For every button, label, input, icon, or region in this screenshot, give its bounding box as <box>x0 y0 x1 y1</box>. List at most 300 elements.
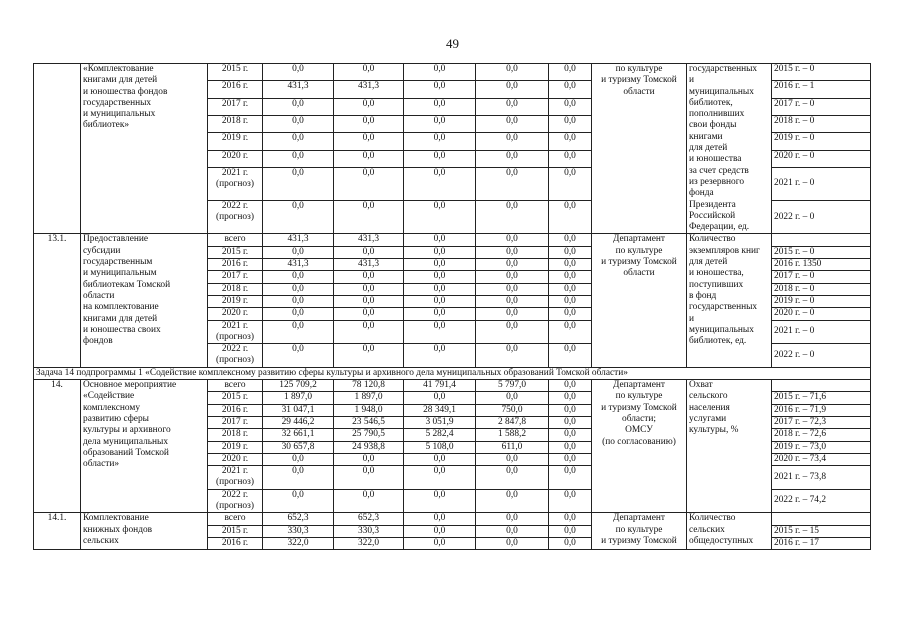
period-cell <box>208 295 263 307</box>
period-cell <box>208 525 263 537</box>
amount-cell: 0,0 <box>334 344 404 368</box>
period-label: 2022 г. <box>221 489 249 500</box>
amount-cell: 0,0 <box>549 283 592 295</box>
activity-name-line: и юношества своих <box>83 324 161 335</box>
period-cell <box>208 201 263 234</box>
executor-line: Департамент <box>613 513 665 524</box>
amount-cell: 0,0 <box>263 98 334 115</box>
amount-cell: 431,3 <box>263 81 334 98</box>
amount-cell: 431,3 <box>334 81 404 98</box>
period-note: (прогноз) <box>216 331 254 342</box>
amount-cell: 78 120,8 <box>334 380 404 392</box>
period-label: 2015 г. <box>221 392 249 403</box>
amount-cell: 0,0 <box>404 201 476 234</box>
indicator-line: свои фонды <box>689 120 737 131</box>
indicator-line: для детей <box>689 257 728 268</box>
amount-cell: 0,0 <box>549 295 592 307</box>
indicator-value: 2021 г. – 0 <box>772 167 871 200</box>
indicator-value: 2015 г. – 0 <box>772 64 871 81</box>
period-cell <box>208 115 263 132</box>
amount-cell: 1 897,0 <box>263 392 334 404</box>
activity-name-line: образований Томской <box>83 447 169 458</box>
indicator-line: фонда <box>689 188 714 199</box>
period-cell <box>208 246 263 258</box>
amount-cell: 0,0 <box>549 234 592 246</box>
period-label: 2020 г. <box>221 453 249 464</box>
amount-cell: 0,0 <box>263 489 334 513</box>
period-label: 2019 г. <box>221 133 249 144</box>
amount-cell: 0,0 <box>404 259 476 271</box>
period-label: 2017 г. <box>221 416 249 427</box>
amount-cell: 31 047,1 <box>263 404 334 416</box>
amount-cell: 0,0 <box>334 98 404 115</box>
period-cell <box>208 392 263 404</box>
amount-cell: 0,0 <box>549 404 592 416</box>
amount-cell: 0,0 <box>476 489 549 513</box>
page-number: 49 <box>446 36 459 51</box>
period-note: (прогноз) <box>216 355 254 366</box>
activity-name-line: на комплектование <box>83 302 159 313</box>
period-cell <box>208 308 263 320</box>
activity-name <box>81 513 208 550</box>
amount-cell: 1 948,0 <box>334 404 404 416</box>
item-number: 14.1. <box>34 513 81 550</box>
indicator-value: 2022 г. – 74,2 <box>772 489 871 513</box>
amount-cell: 0,0 <box>404 98 476 115</box>
amount-cell: 0,0 <box>334 466 404 490</box>
amount-cell: 0,0 <box>476 259 549 271</box>
amount-cell: 0,0 <box>334 489 404 513</box>
activity-name <box>81 64 208 234</box>
amount-cell: 0,0 <box>334 308 404 320</box>
amount-cell: 0,0 <box>476 466 549 490</box>
indicator-value: 2021 г. – 73,8 <box>772 466 871 490</box>
indicator-value: 2019 г. – 73,0 <box>772 441 871 453</box>
amount-cell: 431,3 <box>334 234 404 246</box>
activity-name-line: государственных <box>83 97 152 108</box>
period-note: (прогноз) <box>216 500 254 511</box>
amount-cell: 0,0 <box>404 81 476 98</box>
item-number: 14. <box>34 380 81 513</box>
executor-line: области <box>623 86 655 97</box>
amount-cell: 0,0 <box>334 283 404 295</box>
indicator-value: 2019 г. – 0 <box>772 133 871 150</box>
amount-cell: 0,0 <box>404 234 476 246</box>
amount-cell: 0,0 <box>263 344 334 368</box>
period-label: 2022 г. <box>221 344 249 355</box>
executor-line: и туризму Томской <box>601 535 677 546</box>
executor-line: по культуре <box>615 524 663 535</box>
indicator-value <box>772 234 871 246</box>
amount-cell: 0,0 <box>404 271 476 283</box>
amount-cell: 0,0 <box>263 64 334 81</box>
activity-name-line: и муниципальных <box>83 109 156 120</box>
amount-cell: 0,0 <box>476 246 549 258</box>
amount-cell: 0,0 <box>549 133 592 150</box>
indicator-value: 2015 г. – 0 <box>772 246 871 258</box>
period-cell <box>208 150 263 167</box>
indicator-line: пополнивших <box>689 109 745 120</box>
indicator-name <box>687 234 772 367</box>
indicator-line: библиотек, ед. <box>689 336 747 347</box>
amount-cell: 0,0 <box>404 167 476 200</box>
amount-cell: 0,0 <box>476 115 549 132</box>
amount-cell: 0,0 <box>334 64 404 81</box>
indicator-line: муниципальных <box>689 86 754 97</box>
period-note: (прогноз) <box>216 477 254 488</box>
indicator-value: 2016 г. – 1 <box>772 81 871 98</box>
amount-cell: 5 797,0 <box>476 380 549 392</box>
amount-cell: 0,0 <box>404 513 476 525</box>
amount-cell: 0,0 <box>549 489 592 513</box>
table-row <box>34 234 871 246</box>
amount-cell: 41 791,4 <box>404 380 476 392</box>
amount-cell: 611,0 <box>476 441 549 453</box>
amount-cell: 0,0 <box>549 380 592 392</box>
amount-cell: 0,0 <box>404 320 476 344</box>
amount-cell: 0,0 <box>476 201 549 234</box>
item-number: 13.1. <box>34 234 81 367</box>
amount-cell: 0,0 <box>476 150 549 167</box>
indicator-value: 2020 г. – 73,4 <box>772 453 871 465</box>
amount-cell: 0,0 <box>404 525 476 537</box>
activity-name-line: библиотек» <box>83 120 130 131</box>
indicator-value: 2017 г. – 72,3 <box>772 416 871 428</box>
amount-cell: 3 051,9 <box>404 416 476 428</box>
indicator-line: муниципальных <box>689 324 754 335</box>
amount-cell: 0,0 <box>549 201 592 234</box>
indicator-value: 2022 г. – 0 <box>772 344 871 368</box>
indicator-value: 2016 г. – 71,9 <box>772 404 871 416</box>
item-number <box>34 64 81 234</box>
indicator-line: Федерации, ед. <box>689 222 750 233</box>
period-cell <box>208 234 263 246</box>
indicator-line: сельского <box>689 391 728 402</box>
amount-cell: 0,0 <box>334 295 404 307</box>
period-label: 2016 г. <box>221 81 249 92</box>
indicator-line: поступивших <box>689 279 744 290</box>
task-heading: Задача 14 подпрограммы 1 «Содействие комплексному развитию сферы культуры и архивного дела муниципальных образований Томской области» <box>34 367 871 379</box>
table-row <box>34 64 871 81</box>
amount-cell: 0,0 <box>549 441 592 453</box>
executor <box>592 234 687 367</box>
period-label: 2018 г. <box>221 115 249 126</box>
indicator-line: культуры, % <box>689 425 739 436</box>
amount-cell: 0,0 <box>263 320 334 344</box>
amount-cell: 28 349,1 <box>404 404 476 416</box>
amount-cell: 1 897,0 <box>334 392 404 404</box>
period-label: 2020 г. <box>221 308 249 319</box>
amount-cell: 431,3 <box>263 259 334 271</box>
amount-cell: 2 847,8 <box>476 416 549 428</box>
amount-cell: 0,0 <box>549 392 592 404</box>
amount-cell: 29 446,2 <box>263 416 334 428</box>
indicator-line: сельских <box>689 524 725 535</box>
period-label: 2015 г. <box>221 246 249 257</box>
executor-line: (по согласованию) <box>602 436 676 447</box>
indicator-line: Президента <box>689 199 736 210</box>
activity-name-line: субсидии <box>83 245 121 256</box>
amount-cell: 0,0 <box>549 466 592 490</box>
period-cell <box>208 441 263 453</box>
period-label: 2015 г. <box>221 525 249 536</box>
activity-name-line: дела муниципальных <box>83 436 169 447</box>
activity-name-line: культуры и архивного <box>83 425 171 436</box>
period-label: 2018 г. <box>221 429 249 440</box>
indicator-value: 2020 г. – 0 <box>772 308 871 320</box>
amount-cell: 0,0 <box>549 150 592 167</box>
period-cell <box>208 98 263 115</box>
indicator-value: 2018 г. – 0 <box>772 115 871 132</box>
amount-cell: 0,0 <box>549 320 592 344</box>
amount-cell: 0,0 <box>476 525 549 537</box>
indicator-line: и юношества, <box>689 268 744 279</box>
executor-line: по культуре <box>615 391 663 402</box>
period-label: всего <box>224 513 246 524</box>
amount-cell: 0,0 <box>263 308 334 320</box>
amount-cell: 24 938,8 <box>334 441 404 453</box>
activity-name-line: Предоставление <box>83 234 149 245</box>
indicator-value: 2018 г. – 72,6 <box>772 429 871 441</box>
amount-cell: 0,0 <box>263 246 334 258</box>
amount-cell: 1 588,2 <box>476 429 549 441</box>
period-label: 2019 г. <box>221 295 249 306</box>
amount-cell: 0,0 <box>263 167 334 200</box>
amount-cell: 5 108,0 <box>404 441 476 453</box>
table-row <box>34 513 871 525</box>
indicator-value: 2020 г. – 0 <box>772 150 871 167</box>
activity-name-line: Комплектование <box>83 513 149 524</box>
period-cell <box>208 320 263 344</box>
indicator-line: государственных <box>689 64 758 74</box>
amount-cell: 0,0 <box>549 453 592 465</box>
amount-cell: 0,0 <box>404 453 476 465</box>
amount-cell: 0,0 <box>549 167 592 200</box>
amount-cell: 0,0 <box>549 308 592 320</box>
executor <box>592 513 687 550</box>
amount-cell: 0,0 <box>404 489 476 513</box>
activity-name-line: и муниципальным <box>83 268 157 279</box>
amount-cell: 330,3 <box>334 525 404 537</box>
indicator-line: услугами <box>689 413 727 424</box>
activity-name-line: комплексному <box>83 402 141 413</box>
amount-cell: 0,0 <box>549 64 592 81</box>
activity-name-line: книгами для детей <box>83 313 158 324</box>
activity-name-line: книгами для детей <box>83 75 158 86</box>
indicator-line: библиотек, <box>689 97 733 108</box>
period-cell <box>208 429 263 441</box>
amount-cell: 0,0 <box>476 133 549 150</box>
indicator-name <box>687 513 772 550</box>
amount-cell: 0,0 <box>476 283 549 295</box>
activity-name-line: «Содействие <box>83 391 135 402</box>
amount-cell: 0,0 <box>334 320 404 344</box>
indicator-line: государственных <box>689 302 758 313</box>
amount-cell: 0,0 <box>334 246 404 258</box>
indicator-value: 2016 г. – 17 <box>772 537 871 549</box>
amount-cell: 750,0 <box>476 404 549 416</box>
activity-name-line: книжных фондов <box>83 524 153 535</box>
amount-cell: 0,0 <box>476 320 549 344</box>
amount-cell: 0,0 <box>404 537 476 549</box>
amount-cell: 0,0 <box>476 295 549 307</box>
amount-cell: 0,0 <box>404 344 476 368</box>
executor <box>592 64 687 234</box>
executor-line: ОМСУ <box>625 425 653 436</box>
amount-cell: 0,0 <box>476 308 549 320</box>
amount-cell: 0,0 <box>549 246 592 258</box>
period-cell <box>208 513 263 525</box>
activity-name-line: «Комплектование <box>83 64 154 74</box>
period-label: 2016 г. <box>221 259 249 270</box>
amount-cell: 0,0 <box>263 133 334 150</box>
period-label: 2020 г. <box>221 150 249 161</box>
indicator-line: за счет средств <box>689 165 749 176</box>
period-label: 2022 г. <box>221 201 249 212</box>
indicator-line: из резервного <box>689 176 745 187</box>
period-note: (прогноз) <box>216 179 254 190</box>
indicator-line: книгами <box>689 131 723 142</box>
amount-cell: 0,0 <box>334 453 404 465</box>
task-row <box>34 367 871 379</box>
period-label: всего <box>224 234 246 245</box>
period-label: 2017 г. <box>221 98 249 109</box>
indicator-line: и юношества <box>689 154 742 165</box>
amount-cell: 0,0 <box>476 167 549 200</box>
amount-cell: 0,0 <box>263 271 334 283</box>
amount-cell: 0,0 <box>549 525 592 537</box>
amount-cell: 0,0 <box>404 466 476 490</box>
indicator-value: 2015 г. – 71,6 <box>772 392 871 404</box>
activity-name-line: сельских <box>83 535 119 546</box>
amount-cell: 431,3 <box>263 234 334 246</box>
amount-cell: 0,0 <box>334 167 404 200</box>
amount-cell: 0,0 <box>404 64 476 81</box>
amount-cell: 652,3 <box>263 513 334 525</box>
amount-cell: 30 657,8 <box>263 441 334 453</box>
period-label: 2021 г. <box>221 466 249 477</box>
amount-cell: 0,0 <box>549 271 592 283</box>
indicator-value: 2015 г. – 15 <box>772 525 871 537</box>
amount-cell: 322,0 <box>263 537 334 549</box>
period-label: 2021 г. <box>221 167 249 178</box>
amount-cell: 0,0 <box>334 271 404 283</box>
period-cell <box>208 167 263 200</box>
period-cell <box>208 466 263 490</box>
amount-cell: 0,0 <box>334 201 404 234</box>
activity-name-line: библиотекам Томской <box>83 279 171 290</box>
period-cell <box>208 380 263 392</box>
amount-cell: 322,0 <box>334 537 404 549</box>
budget-table <box>33 63 871 550</box>
amount-cell: 0,0 <box>334 150 404 167</box>
period-label: 2019 г. <box>221 441 249 452</box>
amount-cell: 0,0 <box>404 115 476 132</box>
executor-line: Департамент <box>613 234 665 245</box>
amount-cell: 0,0 <box>263 201 334 234</box>
activity-name-line: развитию сферы <box>83 413 149 424</box>
table-row <box>34 380 871 392</box>
period-label: всего <box>224 380 246 391</box>
amount-cell: 0,0 <box>476 64 549 81</box>
activity-name <box>81 380 208 513</box>
amount-cell: 0,0 <box>263 283 334 295</box>
indicator-line: и <box>689 313 695 324</box>
period-cell <box>208 404 263 416</box>
amount-cell: 32 661,1 <box>263 429 334 441</box>
amount-cell: 0,0 <box>549 344 592 368</box>
period-cell <box>208 283 263 295</box>
period-cell <box>208 344 263 368</box>
amount-cell: 0,0 <box>404 392 476 404</box>
amount-cell: 0,0 <box>334 115 404 132</box>
amount-cell: 652,3 <box>334 513 404 525</box>
indicator-value <box>772 380 871 392</box>
activity-name-line: области» <box>83 459 120 470</box>
indicator-line: и <box>689 75 695 86</box>
executor-line: и туризму Томской <box>601 257 677 268</box>
indicator-name <box>687 64 772 234</box>
amount-cell: 0,0 <box>549 259 592 271</box>
amount-cell: 0,0 <box>476 98 549 115</box>
period-label: 2018 г. <box>221 283 249 294</box>
amount-cell: 0,0 <box>404 283 476 295</box>
amount-cell: 431,3 <box>334 259 404 271</box>
period-label: 2015 г. <box>221 64 249 74</box>
executor-line: области <box>623 268 655 279</box>
period-cell <box>208 453 263 465</box>
amount-cell: 0,0 <box>263 295 334 307</box>
amount-cell: 0,0 <box>549 115 592 132</box>
amount-cell: 0,0 <box>476 234 549 246</box>
indicator-value: 2022 г. – 0 <box>772 201 871 234</box>
amount-cell: 0,0 <box>549 537 592 549</box>
indicator-value: 2018 г. – 0 <box>772 283 871 295</box>
period-cell <box>208 64 263 81</box>
amount-cell: 0,0 <box>263 453 334 465</box>
amount-cell: 25 790,5 <box>334 429 404 441</box>
period-label: 2017 г. <box>221 271 249 282</box>
amount-cell: 0,0 <box>549 513 592 525</box>
amount-cell: 0,0 <box>476 392 549 404</box>
indicator-line: общедоступных <box>689 535 754 546</box>
amount-cell: 0,0 <box>263 150 334 167</box>
period-label: 2021 г. <box>221 320 249 331</box>
executor-line: и туризму Томской <box>601 75 677 86</box>
amount-cell: 0,0 <box>476 537 549 549</box>
activity-name-line: и юношества фондов <box>83 86 168 97</box>
indicator-line: экземпляров книг <box>689 245 760 256</box>
period-cell <box>208 81 263 98</box>
indicator-line: Количество <box>689 234 736 245</box>
activity-name <box>81 234 208 367</box>
amount-cell: 0,0 <box>404 246 476 258</box>
period-cell <box>208 416 263 428</box>
amount-cell: 0,0 <box>404 295 476 307</box>
amount-cell: 330,3 <box>263 525 334 537</box>
indicator-value: 2016 г. 1350 <box>772 259 871 271</box>
period-cell <box>208 259 263 271</box>
amount-cell: 0,0 <box>334 133 404 150</box>
amount-cell: 0,0 <box>476 271 549 283</box>
amount-cell: 0,0 <box>549 416 592 428</box>
period-cell <box>208 133 263 150</box>
indicator-value: 2019 г. – 0 <box>772 295 871 307</box>
amount-cell: 0,0 <box>476 453 549 465</box>
indicator-line: для детей <box>689 143 728 154</box>
executor-line: по культуре <box>615 245 663 256</box>
indicator-value: 2017 г. – 0 <box>772 271 871 283</box>
